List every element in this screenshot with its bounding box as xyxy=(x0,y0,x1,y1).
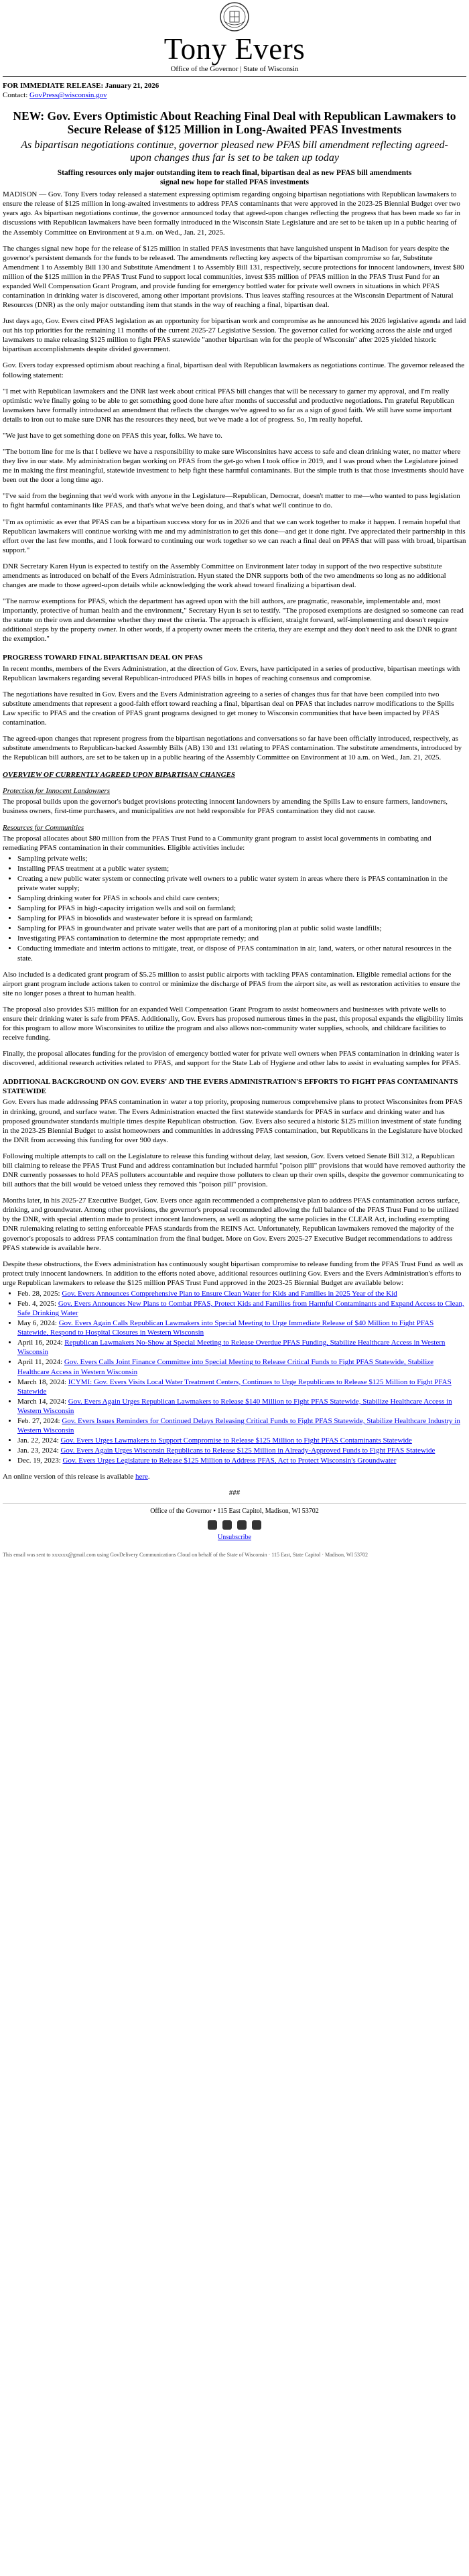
quote-paragraph: "I'm as optimistic as ever that PFAS can be a bipartisan success story for us in 2026 and that we can work together to make it happen. I remain hopeful that Republican lawmakers will continue working with me and my administration to get this done—and get it done right. I've appreciated their partnership in this effort over the last few months, and I look forward to continuing our work together so we can reach a final deal on PFAS that will pass with broad, bipartisan support." xyxy=(3,517,466,554)
body-paragraph: Despite these obstructions, the Evers administration has continuously sought bipartisan compromise to release funding from the PFAS Trust Fund as well as protect truly innocent landowners. In addition to the efforts noted above, additional resources outlining Gov. Evers and the Evers Administration's efforts to urge Republican lawmakers to release the $125 million PFAS Trust Fund approved in the 2023-25 Biennial Budget are available below: xyxy=(3,1260,464,1287)
body-paragraph: Also included is a dedicated grant program of $5.25 million to assist public airports with tackling PFAS contamination. Eligible remedial actions for the airport grant program include actions taken to control or minimize the discharge of PFAS from the airport site, as well as restoration activities to ensure the site no longer poses a threat to human health. xyxy=(3,970,460,997)
release-date-label: Feb. 28, 2025: xyxy=(17,1289,60,1298)
release-date-label: March 18, 2024: xyxy=(17,1377,67,1386)
online-version-text: An online version of this release is available xyxy=(3,1473,135,1481)
list-item xyxy=(17,1456,466,1465)
list-item xyxy=(17,1338,466,1357)
release-link[interactable]: Gov. Evers Announces New Plans to Combat PFAS, Protect Kids and Families from Harmful Contaminants and Expand Access to Clean, Safe Drinking Water xyxy=(17,1299,464,1318)
release-link[interactable]: Gov. Evers Again Calls Republican Lawmakers into Special Meeting to Urge Immediate Release of $40 Million to Fight PFAS Statewide, Respond to Hospital Closures in Western Wisconsin xyxy=(17,1319,434,1337)
release-link[interactable]: Gov. Evers Urges Legislature to Release $125 Million to Address PFAS, Act to Protect Wisconsin's Groundwater xyxy=(62,1457,397,1465)
release-date-label: April 16, 2024: xyxy=(17,1339,63,1347)
eligible-activities-list xyxy=(3,854,466,963)
release-date-label: March 14, 2024: xyxy=(17,1397,67,1406)
body-paragraph: Gov. Evers has made addressing PFAS contamination in water a top priority, proposing numerous comprehensive plans to protect Wisconsinites from PFAS in drinking, ground, and surface water. The Evers Administration enacted the first statewide standards for PFAS in surface and drinking water and has proposed groundwater standards multiple times despite Republican obstruction. Gov. Evers also secured a historic $125 million investment of state funding in the 2023-25 Biennial Budget to assist homeowners and communities in addressing PFAS contamination, but Republicans in the Legislature have blocked the DNR from accessing this funding for over 900 days. xyxy=(3,1098,463,1144)
quote-paragraph: "I've said from the beginning that we'd work with anyone in the Legislature—Republican, Democrat, doesn't matter to me—who wanted to pass legislation to fight harmful contaminants like PFAS, and that's what we've been doing, and that's what we'll continue to do. xyxy=(3,492,460,510)
list-item xyxy=(17,1436,466,1445)
subsection-heading-resources: Resources for Communities xyxy=(3,823,84,832)
footer-divider xyxy=(3,1503,466,1504)
summary: Staffing resources only major outstanding item to reach final, bipartisan deal as new PFAS bill amendments signal new hope for stalled PFAS investments xyxy=(57,169,412,187)
release-date-label: Feb. 27, 2024: xyxy=(17,1416,60,1425)
facebook-icon[interactable] xyxy=(208,1520,217,1530)
subsection-heading-innocent-landowners: Protection for Innocent Landowners xyxy=(3,787,110,796)
masthead-divider xyxy=(3,76,466,77)
end-marker: ### xyxy=(228,1489,241,1497)
body-paragraph: Gov. Evers today expressed optimism about reaching a final, bipartisan deal with Republican lawmakers as negotiations continue. The governor released the following statement: xyxy=(3,361,465,379)
body-paragraph: The proposal builds upon the governor's budget provisions protecting innocent landowners by amending the Spills Law to ensure farmers, landowners, business owners, first-time purchasers, and municipalities are not held responsible for PFAS contamination they did not cause. xyxy=(3,798,448,816)
quote-paragraph: "The bottom line for me is that I believe we have a responsibility to make sure Wisconsinites have access to safe and clean drinking water, no matter where they live in our state. My administration began working on PFAS from the get-go when I took office in 2019, and I was proud when the Legislature joined me in making the first meaningful, statewide investment to help fight these harmful contaminants. But the simple truth is that those investments should have been out the door a long time ago. xyxy=(3,448,464,485)
subheadline: As bipartisan negotiations continue, governor pleased new PFAS bill amendment reflecting agreed-upon changes thus far is set to be taken up today xyxy=(21,139,448,164)
list-item: • Sampling private wells; xyxy=(17,854,466,863)
unsubscribe-link[interactable]: Unsubscribe xyxy=(218,1534,251,1542)
list-item xyxy=(17,1299,466,1318)
release-date-label: May 6, 2024: xyxy=(17,1319,57,1328)
release-link[interactable]: Gov. Evers Calls Joint Finance Committee into Special Meeting to Release Critical Funds to Fight PFAS Statewide, Stabilize Healthcare Access in Western Wisconsin xyxy=(17,1358,434,1376)
list-item xyxy=(17,1377,466,1396)
release-link[interactable]: Gov. Evers Again Urges Republican Lawmakers to Release $140 Million to Fight PFAS Statewide, Stabilize Healthcare Access in Western Wisconsin xyxy=(17,1397,452,1415)
footer-address: Office of the Governor • 115 East Capitol, Madison, WI 53702 xyxy=(150,1508,319,1516)
section-heading-background: ADDITIONAL BACKGROUND ON GOV. EVERS' AND THE EVERS ADMINISTRATION'S EFFORTS TO FIGHT PFAS CONTAMINANTS STATEWIDE xyxy=(3,1078,458,1096)
headline: NEW: Gov. Evers Optimistic About Reaching Final Deal with Republican Lawmakers to Secure Release of $125 Million in Long-Awaited PFAS Investments xyxy=(13,109,456,137)
list-item xyxy=(17,1416,466,1435)
body-paragraph xyxy=(3,244,466,310)
body-paragraph: The negotiations have resulted in Gov. Evers and the Evers Administration agreeing to a series of changes thus far that have been compiled into two substitute amendments that represent a good-faith effort toward reaching a final, bipartisan deal on PFAS that includes narrow modifications to the Spills Law specific to PFAS and the creation of PFAS grant programs designed to get money to Wisconsin communities that have been impacted by PFAS contamination. xyxy=(3,690,454,727)
release-link[interactable]: Gov. Evers Issues Reminders for Continued Delays Releasing Critical Funds to Fight PFAS Statewide, Stabilize Healthcare Industry in Western Wisconsin xyxy=(17,1416,460,1434)
list-item: • Sampling for PFAS in groundwater and private water wells that are part of a monitoring plan at public solid waste landfills; xyxy=(17,924,466,933)
body-paragraph: DNR Secretary Karen Hyun is expected to testify on the Assembly Committee on Environment later today in support of the two respective substitute amendments as introduced on behalf of the Evers Administration. Hyun stated the DNR supports both of the two amendments so long as no additional changes are made to those agreed-upon details while acknowledging the work ahead toward finalizing a bipartisan deal. xyxy=(3,562,446,589)
body-paragraph: Following multiple attempts to call on the Legislature to release this funding without delay, last session, Gov. Evers vetoed Senate Bill 312, a Republican bill claiming to release the PFAS Trust Fund and address contamination but included harmful "poison pill" provisions that would have removed authority the DNR currently possesses to hold PFAS polluters accountable and require those polluters to clean up their own spills, despite the governor communicating to bill authors that the bill would be vetoed unless they removed this "poison pill" provision. xyxy=(3,1152,466,1189)
quote-paragraph: "I met with Republican lawmakers and the DNR last week about critical PFAS bill changes that will be necessary to garner my approval, and I'm really optimistic we're finally going to be able to get something good done here after months of successful and productive negotiations. I'm grateful Republican lawmakers have formally introduced an amendment that reflects the changes we've agreed to so far as a sign of good faith. We still have some important details to iron out to make sure DNR has the resources they need, but we've made a lot of progress. So, I'm really hopeful. xyxy=(3,387,454,424)
list-item xyxy=(17,1318,466,1337)
delivery-note: This email was sent to xxxxxx@gmail.com using GovDelivery Communications Cloud on behalf of the State of Wisconsin · 115 East, State Capitol · Madison, WI 53702 xyxy=(3,1552,368,1558)
masthead xyxy=(3,0,466,74)
release-link[interactable]: Gov. Evers Urges Lawmakers to Support Compromise to Release $125 Million to Fight PFAS Contaminants Statewide xyxy=(60,1436,412,1445)
release-date-label: April 11, 2024: xyxy=(17,1358,63,1367)
list-item: • Sampling for PFAS in biosolids and wastewater before it is spread on farmland; xyxy=(17,914,466,923)
list-item: • Sampling drinking water for PFAS in schools and child care centers; xyxy=(17,894,466,903)
body-paragraph: The proposal also provides $35 million for an expanded Well Compensation Grant Program to assist homeowners and businesses with private wells to ensure their drinking water is safe from PFAS. Additionally, Gov. Evers has proposed numerous times in the past, this proposal expands the eligibility limits for this program to allow more Wisconsinites to utilize the program and also allows non-community water supplies, schools, and childcare facilities to receive funding. xyxy=(3,1005,464,1042)
release-date-label: Dec. 19, 2023: xyxy=(17,1457,61,1465)
list-item xyxy=(17,1397,466,1416)
section-heading-progress: PROGRESS TOWARD FINAL BIPARTISAN DEAL ON PFAS xyxy=(3,654,203,662)
paragraph-text: The changes signal new hope for the release of $125 million in stalled PFAS investments that have languished unspent in Madison for years despite the governor's persistent demands for the funds to be released. The amendments reflecting key aspects of the bipartisan compromise so far, Substitute Amendment 1 to Assembly Bill 130 and Substitute Amendment 1 to Assembly Bill 131, respectively, secure protections for innocent landowners, invest $80 million of the $125 million in the PFAS Trust Fund to support local communities, invest $35 million of PFAS million in the PFAS Trust Fund for an expanded Well Compensation Grant Program, and provide funding for emergency bottled water for private well owners in situations in which PFAS contamination in drinking water is discovered, among other important provisions. Thus leaves staffing resources at the Wisconsin Department of Natural Resources (DNR) as the only major outstanding item that stands in the way of reaching a final, bipartisan deal. xyxy=(3,244,464,310)
youtube-icon[interactable] xyxy=(252,1520,261,1530)
social-links xyxy=(3,1520,466,1530)
online-version-line: An online version of this release is available here. xyxy=(3,1473,150,1481)
release-link[interactable]: Gov. Evers Again Urges Wisconsin Republicans to Release $125 Million in Already-Approved Funds to Fight PFAS Statewide xyxy=(60,1447,436,1455)
online-version-link[interactable]: here xyxy=(135,1473,148,1481)
contact-line xyxy=(3,90,466,100)
release-link[interactable]: ICYMI: Gov. Evers Visits Local Water Treatment Centers, Continues to Urge Republicans to Release $125 Million to Fight PFAS Statewide xyxy=(17,1377,452,1396)
release-link[interactable]: Republican Lawmakers No-Show at Special Meeting to Release Overdue PFAS Funding, Stabilize Healthcare Access in Western Wisconsin xyxy=(17,1339,446,1357)
release-date-label: Feb. 4, 2025: xyxy=(17,1299,57,1308)
body-paragraph: The proposal allocates about $80 million from the PFAS Trust Fund to a Community grant program to assist local governments in combating and remediating PFAS contamination in their communities. Eligible activities include: xyxy=(3,834,431,852)
body-paragraph: The agreed-upon changes that represent progress from the bipartisan negotiations and conversations so far have been officially introduced, respectively, as substitute amendments to Republican-backed Assembly Bills (AB) 130 and 131 relating to PFAS contamination. The substitute amendments, introduced by the Republican bill authors, are set to be taken up in a public hearing of the Assembly Committee on Environment at 10 a.m. on Wed., Jan. 21, 2025. xyxy=(3,734,462,762)
unsubscribe-line xyxy=(3,1534,466,1542)
list-item: • Investigating PFAS contamination to determine the most appropriate remedy; and xyxy=(17,934,466,943)
body-paragraph: Just days ago, Gov. Evers cited PFAS legislation as an opportunity for bipartisan work and compromise as he announced his 2026 legislative agenda and laid out his top priorities for the remaining 11 months of the current 2025-27 Legislative Session. The governor called for working across the aisle and urged lawmakers to make releasing $125 million to fight PFAS statewide "another bipartisan win for the people of Wisconsin" after 2025 yielded historic bipartisan accomplishments despite divided government. xyxy=(3,317,466,354)
quote-paragraph: "We just have to get something done on PFAS this year, folks. We have to. xyxy=(3,431,222,440)
list-item: • Sampling for PFAS in high-capacity irrigation wells and soil on farmland; xyxy=(17,904,466,913)
release-date: FOR IMMEDIATE RELEASE: January 21, 2026 xyxy=(3,82,159,90)
body-paragraph xyxy=(3,190,466,237)
release-date-label: Jan. 23, 2024: xyxy=(17,1447,59,1455)
contact-label: Contact: xyxy=(3,91,30,100)
list-item xyxy=(17,1446,466,1455)
body-paragraph: In recent months, members of the Evers Administration, at the direction of Gov. Evers, have participated in a series of productive, bipartisan meetings with Republican lawmakers regarding several Republican-introduced PFAS bills in hopes of reaching consensus and compromise. xyxy=(3,664,460,682)
body-paragraph: Months later, in his 2025-27 Executive Budget, Gov. Evers once again recommended a comprehensive plan to address PFAS contamination across surface, drinking, and groundwater. Among other provisions, the governor's proposal recommended allowing the full balance of the PFAS Trust Fund to be utilized by the DNR, with special attention made to protect innocent landowners, as well as adopting the same policies in the CLEAR Act, including exempting DNR rulemaking relating to setting enforceable PFAS standards from the REINS Act. Unfortunately, Republican lawmakers removed the majority of the governor's proposals to address PFAS contamination from the final budget. More on Gov. Evers 2025-27 Executive Budget recommendations to address PFAS statewide is available here. xyxy=(3,1197,460,1252)
contact-email-link[interactable]: GovPress@wisconsin.gov xyxy=(29,91,107,100)
release-date-label: Jan. 22, 2024: xyxy=(17,1436,59,1445)
state-seal-icon xyxy=(219,1,250,32)
body-paragraph: "The narrow exemptions for PFAS, which the department has agreed upon with the bill authors, are pragmatic, reasonable, implementable and, most importantly, protective of human health and the environment," Secretary Hyun is set to testify. "The proposed exemptions are designed so someone can read the statute on their own and determine whether they meet the criteria. The approach is efficient, straight forward, self-implementing and doesn't require additional steps by the property owner. In other words, if a property owner meets the criteria, they are exempt and they don't need to ask the DNR to grant the exemption." xyxy=(3,597,464,643)
release-link[interactable]: Gov. Evers Announces Comprehensive Plan to Ensure Clean Water for Kids and Families in 2025 Year of the Kid xyxy=(62,1289,397,1298)
paragraph-text: MADISON — Gov. Tony Evers today released a statement expressing optimism regarding ongoing bipartisan negotiations with Republican lawmakers to ensure the release of $125 million in long-awaited investments to address PFAS contaminants that were approved in the 2023-25 Biennial Budget over two years ago. As bipartisan negotiations continue, the governor announced today that agreed-upon changes reflecting the progress that has been made so far in discussions with Republican lawmakers have been formally introduced in the Wisconsin State Legislature and are set to be taken up in a public hearing of the Assembly Committee on Environment at 9 a.m. on Wed., Jan. 21, 2025. xyxy=(3,190,460,237)
office-subtitle: Office of the Governor | State of Wisconsin xyxy=(170,65,299,73)
body-paragraph: Finally, the proposal allocates funding for the provision of emergency bottled water for private well owners when PFAS contamination in drinking water is discovered, additional research activities related to PFAS, and support for the State Lab of Hygiene and other labs to assist in evaluating samples for PFAS. xyxy=(3,1050,461,1068)
instagram-icon[interactable] xyxy=(237,1520,247,1530)
list-item: • Creating a new public water system or connecting private well owners to a public water system in areas where there is PFAS contamination in the private water supply; xyxy=(17,874,466,893)
list-item xyxy=(17,1357,466,1376)
list-item: • Conducting immediate and interim actions to mitigate, treat, or dispose of PFAS contamination in air, land, waters, or other natural resources in the state. xyxy=(17,944,466,963)
section-heading-overview: OVERVIEW OF CURRENTLY AGREED UPON BIPARTISAN CHANGES xyxy=(3,771,235,780)
list-item: • Installing PFAS treatment at a public water system; xyxy=(17,864,466,873)
prior-releases-list xyxy=(3,1289,466,1465)
x-icon[interactable] xyxy=(222,1520,232,1530)
list-item xyxy=(17,1289,466,1298)
governor-name: Tony Evers xyxy=(163,32,306,66)
